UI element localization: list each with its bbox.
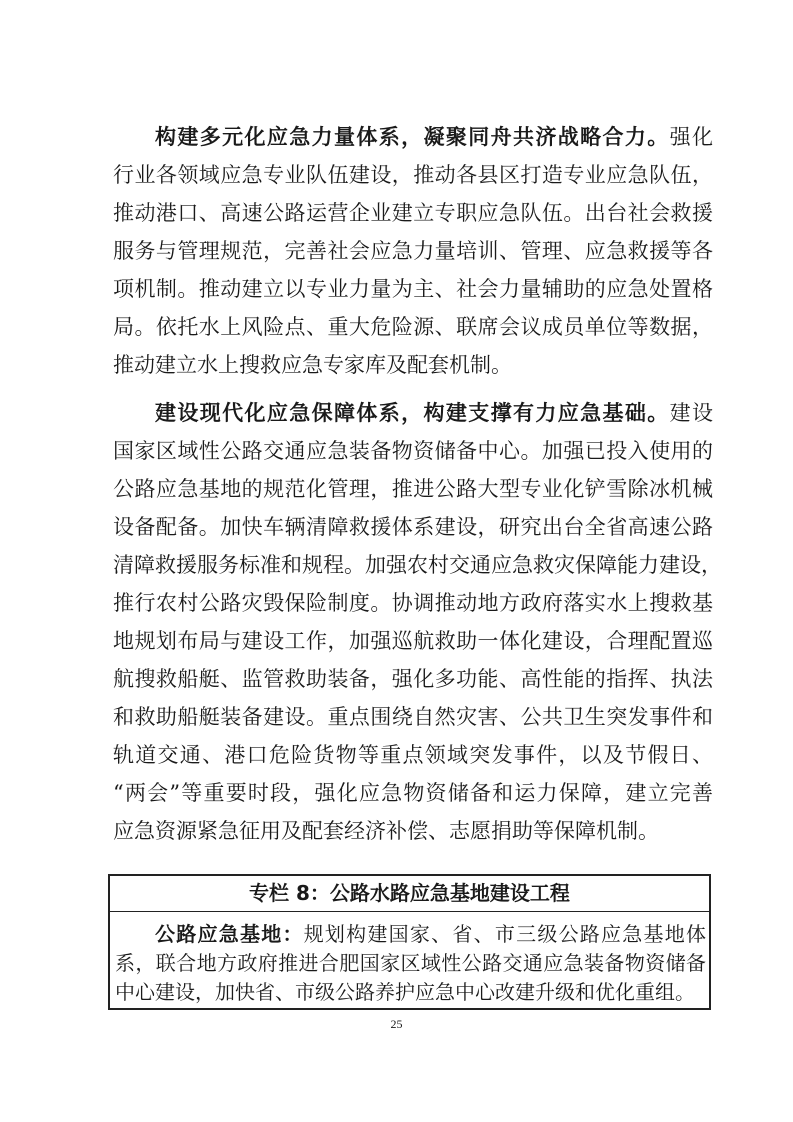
feature-box-line-2: 系，联合地方政府推进合肥国家区域性公路交通应急装备物资储备 <box>115 951 706 975</box>
feature-box-line-1 <box>115 919 706 949</box>
section2-line-1 <box>113 398 713 428</box>
section2-line-6: 推行农村公路灾毁保险制度。协调推动地方政府落实水上搜救基 <box>113 591 713 615</box>
section2-heading: 建设现代化应急保障体系，构建支撑有力应急基础。 <box>155 400 670 425</box>
section1-text: 强化 <box>669 125 713 149</box>
section2-line-10: 轨道交通、港口危险货物等重点领域突发事件，以及节假日、 <box>113 743 713 767</box>
section1-line-5: 项机制。推动建立以专业力量为主、社会力量辅助的应急处置格 <box>113 277 713 301</box>
feature-box <box>108 874 711 1010</box>
section1-line-6: 局。依托水上风险点、重大危险源、联席会议成员单位等数据， <box>113 315 713 339</box>
section1-heading: 构建多元化应急力量体系，凝聚同舟共济战略合力。 <box>155 124 670 149</box>
feature-box-lead: 公路应急基地： <box>155 922 304 946</box>
section1-line-7: 推动建立水上搜救应急专家库及配套机制。 <box>113 353 512 377</box>
section2-line-5: 清障救援服务标准和规程。加强农村交通应急救灾保障能力建设， <box>113 553 722 577</box>
section2-line-9: 和救助船艇装备建设。重点围绕自然灾害、公共卫生突发事件和 <box>113 705 713 729</box>
section2-line-12: 应急资源紧急征用及配套经济补偿、志愿捐助等保障机制。 <box>113 819 659 843</box>
section1-line-4: 服务与管理规范，完善社会应急力量培训、管理、应急救援等各 <box>113 239 713 263</box>
feature-box-line-3: 中心建设，加快省、市级公路养护应急中心改建升级和优化重组。 <box>115 980 695 1004</box>
section2-line-7: 地规划布局与建设工作，加强巡航救助一体化建设，合理配置巡 <box>113 629 713 653</box>
section2-line-8: 航搜救船艇、监管救助装备，强化多功能、高性能的指挥、执法 <box>113 667 713 691</box>
section2-line-2: 国家区域性公路交通应急装备物资储备中心。加强已投入使用的 <box>113 439 713 463</box>
section1-line-1 <box>113 122 713 152</box>
section2-line-4: 设备配备。加快车辆清障救援体系建设，研究出台全省高速公路 <box>113 515 713 539</box>
feature-box-text: 规划构建国家、省、市三级公路应急基地体 <box>303 922 707 946</box>
section2-line-3: 公路应急基地的规范化管理，推进公路大型专业化铲雪除冰机械 <box>113 477 713 501</box>
section1-line-3: 推动港口、高速公路运营企业建立专职应急队伍。出台社会救援 <box>113 201 713 225</box>
page-number: 25 <box>390 1017 403 1031</box>
section1-line-2: 行业各领域应急专业队伍建设，推动各县区打造专业应急队伍， <box>113 163 713 187</box>
section2-text: 建设 <box>669 401 713 425</box>
section2-line-11: “两会”等重要时段，强化应急物资储备和运力保障，建立完善 <box>113 781 713 805</box>
feature-box-title: 专栏 8：公路水路应急基地建设工程 <box>110 876 709 912</box>
